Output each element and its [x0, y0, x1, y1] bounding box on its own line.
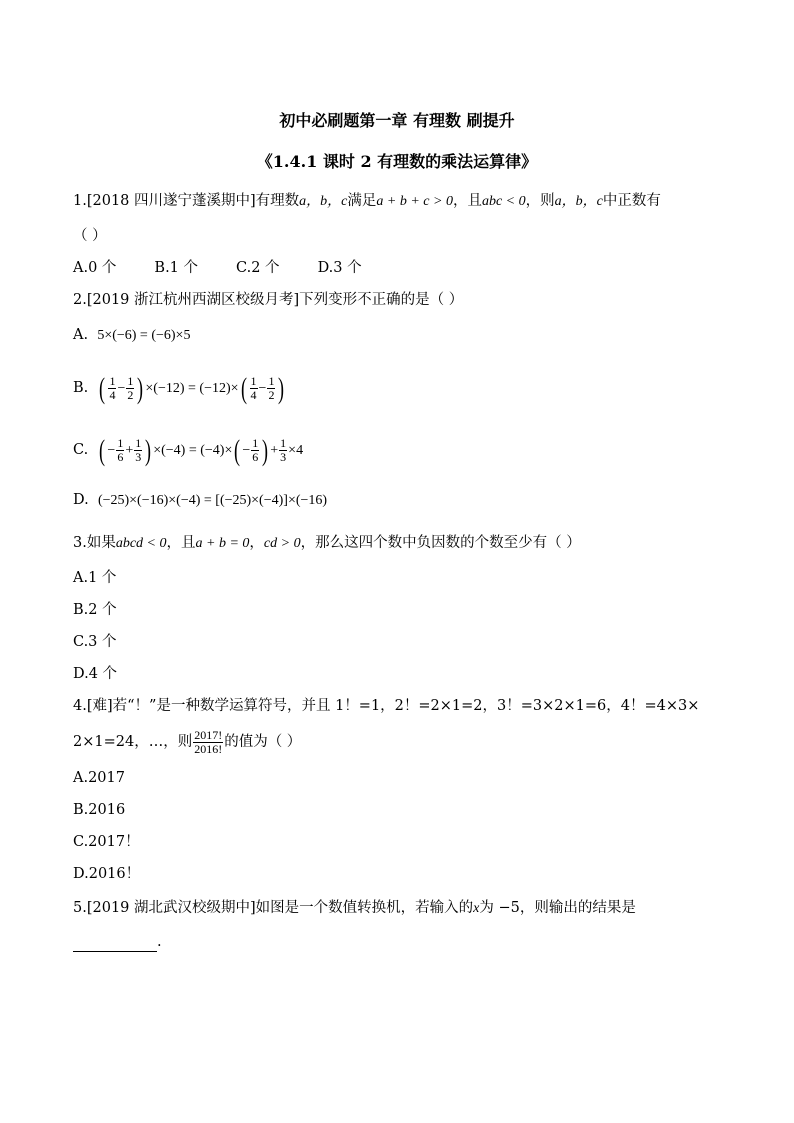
- question-1-options: [73, 258, 400, 278]
- q3-cond2: a + b = 0: [195, 536, 250, 551]
- q3-mid1: ，且: [166, 535, 196, 551]
- q2-option-a[interactable]: [73, 325, 190, 346]
- q5-prefix: 5.[2019 湖北武汉校级期中]如图是一个数值转换机，若输入的: [73, 900, 474, 916]
- q3-option-d[interactable]: D.4 个: [73, 666, 118, 682]
- q1-vars2: a，b，c: [554, 194, 603, 209]
- question-3-stem: [73, 533, 581, 554]
- question-5-answer-line: [73, 932, 162, 952]
- answer-blank[interactable]: [73, 937, 157, 952]
- q1-option-c[interactable]: C.2 个: [236, 260, 280, 276]
- page-title: 初中必刷题第一章 有理数 刷提升: [279, 111, 515, 130]
- q1-mid1: 满足: [347, 193, 377, 209]
- q1-option-d[interactable]: D.3 个: [317, 260, 362, 276]
- question-1-stem: [73, 191, 661, 212]
- q3-option-a[interactable]: A.1 个: [73, 570, 117, 586]
- fraction: $\frac{1}{4}$: [109, 374, 116, 403]
- q3-cond3: cd > 0: [263, 536, 301, 551]
- question-5-stem: [73, 898, 636, 919]
- q2-d-label: D.: [73, 492, 89, 508]
- q3-cond1: abcd < 0: [115, 536, 167, 551]
- question-1-paren: （ ）: [73, 228, 107, 244]
- q2-c-mid: ×(−4) = (−4)×: [153, 443, 233, 458]
- q2-d-expr: (−25)×(−16)×(−4) = [(−25)×(−4)]×(−16): [97, 493, 328, 508]
- q3-suffix: ，那么这四个数中负因数的个数至少有（ ）: [300, 535, 581, 551]
- page-subtitle: 《1.4.1 课时 2 有理数的乘法运算律》: [256, 152, 538, 171]
- q2-a-expr: 5×(−6) = (−6)×5: [97, 328, 191, 343]
- q4-option-c[interactable]: C.2017！: [73, 834, 140, 850]
- q2-option-c[interactable]: C. ( − $\frac{1}{6}$ + $\frac{1}{3}$ ) ×(−4) = (−4)×( − $\frac{1}{6}$ ) + $\frac{1}{3}$ ×4: [73, 433, 304, 467]
- q5-end: .: [157, 934, 162, 950]
- question-4-line1: 4.[难]若“！”是一种数学运算符号，并且 1！=1，2！=2×1=2，3！=3×2×1=6，4！=4×3×: [73, 698, 700, 714]
- question-2-stem: 2.[2019 浙江杭州西湖区校级月考]下列变形不正确的是（ ）: [73, 292, 464, 308]
- q2-c-label: C.: [73, 442, 89, 458]
- q4-option-b[interactable]: B.2016: [73, 802, 126, 818]
- q4-line2-prefix: 2×1=24，…，则: [73, 734, 193, 750]
- q4-line2-suffix: 的值为（ ）: [224, 734, 302, 750]
- q5-var: x: [473, 901, 480, 916]
- q1-cond1: a + b + c > 0: [376, 194, 453, 209]
- left-paren: (: [99, 371, 106, 405]
- q2-a-label: A.: [73, 327, 89, 343]
- q3-option-b[interactable]: B.2 个: [73, 602, 117, 618]
- q1-mid2: ，且: [452, 193, 482, 209]
- q3-prefix: 3.如果: [73, 535, 116, 551]
- fraction: $\frac{1}{2}$: [127, 374, 134, 403]
- q2-b-label: B.: [73, 380, 89, 396]
- right-paren: ): [137, 371, 144, 405]
- q5-mid: 为 −5，则输出的结果是: [479, 900, 636, 916]
- q4-option-a[interactable]: A.2017: [73, 770, 125, 786]
- q2-c-tail: ×4: [288, 443, 304, 458]
- q2-option-d[interactable]: [73, 490, 327, 511]
- q1-prefix: 1.[2018 四川遂宁蓬溪期中]有理数: [73, 193, 300, 209]
- q1-vars: a，b，c: [299, 194, 348, 209]
- q2-b-mid: ×(−12) = (−12)×: [145, 381, 239, 396]
- q1-cond2: abc < 0: [481, 194, 526, 209]
- q1-option-a[interactable]: A.0 个: [73, 260, 117, 276]
- q2-option-b[interactable]: B. ( $\frac{1}{4}$ − $\frac{1}{2}$ ) ×(−12) = (−12)×( $\frac{1}{4}$ − $\frac{1}{2}$ ): [73, 371, 285, 405]
- q1-suffix: 中正数有: [602, 193, 661, 209]
- q4-option-d[interactable]: D.2016！: [73, 866, 141, 882]
- q1-mid3: ，则: [525, 193, 555, 209]
- q1-option-b[interactable]: B.1 个: [154, 260, 199, 276]
- q3-option-c[interactable]: C.3 个: [73, 634, 117, 650]
- q3-mid2: ，: [249, 535, 264, 551]
- q4-fraction: $\frac{2017!}{2016!}$: [194, 727, 223, 756]
- question-4-line2: [73, 722, 301, 762]
